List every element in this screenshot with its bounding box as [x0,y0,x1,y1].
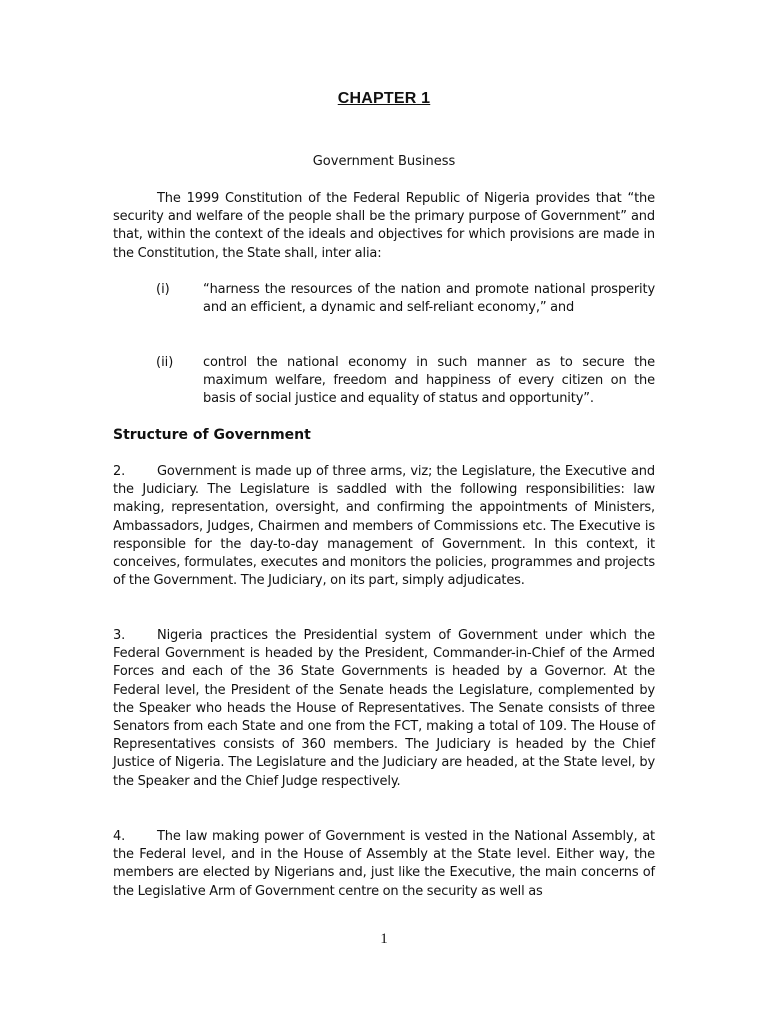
paragraph-text: Nigeria practices the Presidential system of Government under which the Federal Government is headed by the President, Commander-in-Chief of the Armed Forces and each of the 36 State Governments is headed by a Governor. At the Federal level, the President of the Senate heads the Legislature, complemented by the Speaker who heads the House of Representatives. The Senate consists of three Senators from each State and one from the FCT, making a total of 109. The House of Representatives consists of 360 members. The Judiciary is headed by the Chief Justice of Nigeria. The Legislature and the Judiciary are headed, at the State level, by the Speaker and the Chief Judge respectively. [113,628,655,789]
intro-paragraph-text: The 1999 Constitution of the Federal Republic of Nigeria provides that “the security and welfare of the people shall be the primary purpose of Government” and that, within the context of the ideals and objectives for which provisions are made in the Constitution, the State shall, inter alia: [113,191,655,261]
numbered-paragraph [113,828,655,901]
paragraph-number: 3. [113,628,126,643]
section-heading: Structure of Government [113,427,311,443]
paragraph-text: The law making power of Government is vested in the National Assembly, at the Federal level, and in the House of Assembly at the State level. Either way, the members are elected by Nigerians and, just like the Executive, the main concerns of the Legislative Arm of Government centre on the security as well as [113,829,655,899]
list-item-text: “harness the resources of the nation and promote national prosperity and an efficient, a dynamic and self-reliant economy,” and [203,282,655,316]
page-number: 1 [380,931,388,947]
numbered-paragraph [113,463,655,590]
intro-paragraph [113,190,655,263]
numbered-paragraph [113,627,655,791]
paragraph-text: Government is made up of three arms, viz; the Legislature, the Executive and the Judiciary. The Legislature is saddled with the following responsibilities: law making, representation, oversight, and confirming the appointments of Ministers, Ambassadors, Judges, Chairmen and members of Commissions etc. The Executive is responsible for the day-to-day management of Government. In this context, it conceives, formulates, executes and monitors the policies, programmes and projects of the Government. The Judiciary, on its part, simply adjudicates. [113,464,655,589]
paragraph-number: 4. [113,829,126,844]
chapter-title: CHAPTER 1 [337,90,431,107]
list-marker: (ii) [156,355,174,370]
list-item-text: control the national economy in such manner as to secure the maximum welfare, freedom and happiness of every citizen on the basis of social justice and equality of status and opportunity”. [203,355,655,407]
list-marker: (i) [156,282,170,297]
paragraph-number: 2. [113,464,126,479]
section-subtitle: Government Business [312,154,456,169]
